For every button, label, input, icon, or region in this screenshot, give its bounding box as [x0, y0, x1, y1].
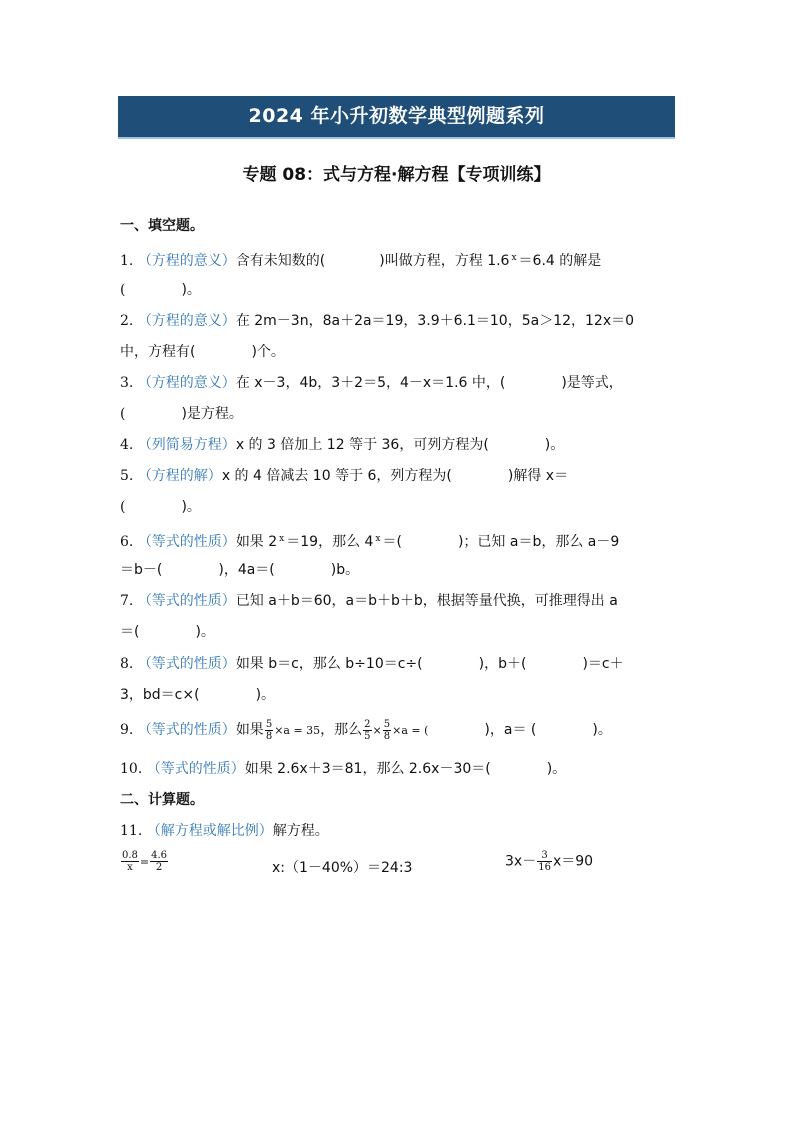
topic-tag: （方程的意义） — [137, 253, 236, 269]
topic-tag: （方程的意义） — [137, 375, 236, 391]
q-text: )＝c＋ — [582, 656, 624, 672]
question-5-cont — [120, 497, 680, 517]
q-text: )是等式， — [561, 375, 623, 391]
question-5 — [120, 466, 680, 486]
q-text: 解方程。 — [272, 823, 329, 839]
answer-blank-close: )。 — [181, 282, 201, 298]
q-text: 3x－ — [505, 853, 537, 870]
question-7-cont — [120, 622, 680, 642]
topic-tag: （等式的性质） — [137, 534, 236, 550]
equation-3 — [505, 850, 593, 873]
q-text: )。 — [544, 437, 565, 453]
topic-tag: （方程的意义） — [137, 313, 236, 329]
q-text: x＝90 — [552, 853, 594, 870]
question-3 — [120, 373, 680, 393]
question-8 — [120, 654, 680, 674]
q-text: 在 2m－3n，8a＋2a＝19，3.9＋6.1＝10，5a＞12，12x＝0 — [235, 313, 635, 329]
question-2 — [120, 311, 680, 331]
variable-x: x — [511, 253, 517, 263]
q-number: 8. — [120, 656, 134, 672]
section-heading-fill-blank: 一、填空题。 — [120, 218, 204, 234]
q-text: 如果 2.6x＋3＝81，那么 2.6x－30＝( — [244, 761, 491, 777]
variable-x: x — [279, 534, 285, 544]
equals-sign: = — [139, 855, 150, 869]
question-10 — [120, 759, 680, 779]
question-11 — [120, 821, 680, 841]
q-text: 中，方程有( — [120, 344, 196, 360]
fraction-4.6-2: $\frac{4.6}{2}$ — [151, 850, 168, 873]
q-number: 5. — [120, 468, 134, 484]
q-text: ＝( — [120, 624, 140, 640]
q-text: )，b＋( — [478, 656, 527, 672]
question-6-cont — [120, 560, 680, 580]
q-text: )，4a＝( — [218, 562, 275, 578]
equation-2: x:（1－40%）＝24:3 — [272, 860, 413, 876]
question-2-cont — [120, 342, 680, 362]
q-number: 2. — [120, 313, 134, 329]
question-3-cont — [120, 404, 680, 424]
q-text: )叫做方程，方程 1.6 — [379, 253, 510, 269]
q-number: 4. — [120, 437, 134, 453]
topic-tag: （等式的性质） — [137, 656, 236, 672]
q-text: 已知 a＋b＝60，a＝b＋b＋b，根据等量代换，可推理得出 a — [235, 593, 618, 609]
q-text: ＝6.4 的解是 — [518, 253, 602, 269]
q-text: x 的 3 倍加上 12 等于 36，可列方程为( — [235, 437, 489, 453]
fraction-3-16: $\frac{3}{16}$ — [538, 850, 551, 873]
question-4 — [120, 435, 680, 455]
q-text: 如果 — [235, 722, 264, 738]
q-number: 3. — [120, 375, 134, 391]
times-sign: × — [372, 724, 382, 737]
fraction-0.8-x: $\frac{0.8}{x}$ — [122, 850, 138, 873]
q-number: 6. — [120, 534, 134, 550]
answer-blank-close: )。 — [181, 499, 201, 515]
q-text: )是方程。 — [181, 406, 243, 422]
q-number: 11. — [120, 823, 143, 839]
q-text: 如果 2 — [235, 534, 278, 550]
q-text: ×a = 35 — [274, 724, 321, 737]
topic-tag: （解方程或解比例） — [146, 823, 273, 839]
fraction-2-5: $\frac{2}{5}$ — [364, 718, 371, 742]
answer-blank-open: ( — [120, 282, 126, 298]
q-number: 7. — [120, 593, 134, 609]
answer-blank-open: ( — [120, 499, 126, 515]
answer-blank-close: )。 — [592, 722, 612, 738]
q-number: 10. — [120, 761, 143, 777]
page-title: 专题 08：式与方程·解方程【专项训练】 — [242, 165, 551, 185]
topic-tag: （列简易方程） — [137, 437, 236, 453]
answer-blank-open: ( — [120, 406, 126, 422]
question-6 — [120, 529, 680, 552]
q-text: 在 x－3，4b，3＋2＝5，4－x＝1.6 中，( — [235, 375, 506, 391]
q-text: 如果 b＝c，那么 b÷10＝c÷( — [235, 656, 423, 672]
series-banner: 2024 年小升初数学典型例题系列 — [118, 96, 675, 139]
section-heading-calculation: 二、计算题。 — [120, 792, 204, 808]
q-text: ＝19，那么 4 — [286, 534, 374, 550]
q-text: )，a＝ ( — [484, 722, 537, 738]
q-number: 9. — [120, 722, 134, 738]
question-1 — [120, 248, 680, 271]
question-1-cont — [120, 280, 680, 300]
q-text: ＝( — [382, 534, 402, 550]
topic-tag: （方程的解） — [137, 468, 222, 484]
fraction-5-8: $\frac{5}{8}$ — [265, 718, 273, 742]
q-number: 1. — [120, 253, 134, 269]
question-7 — [120, 591, 680, 611]
q-text: x 的 4 倍减去 10 等于 6，列方程为( — [221, 468, 452, 484]
q-text: 含有未知数的( — [235, 253, 326, 269]
q-text: ×a = ( — [392, 724, 429, 737]
q-text: )；已知 a＝b，那么 a－9 — [457, 534, 620, 550]
question-9 — [120, 716, 680, 745]
variable-x: x — [375, 534, 381, 544]
q-text: )解得 x＝ — [507, 468, 569, 484]
q-text: )个。 — [251, 344, 285, 360]
fraction-5-8: $\frac{5}{8}$ — [383, 718, 391, 742]
question-8-cont — [120, 685, 680, 705]
q-text: )b。 — [330, 562, 360, 578]
q-text: ，那么 — [320, 722, 363, 738]
topic-tag: （等式的性质） — [146, 761, 245, 777]
q-text: ＝b－( — [120, 562, 163, 578]
answer-blank-close: )。 — [195, 624, 215, 640]
answer-blank-close: )。 — [255, 687, 276, 703]
q-text: 3，bd＝c×( — [120, 687, 200, 703]
answer-blank-close: )。 — [546, 761, 567, 777]
equation-1 — [120, 850, 169, 873]
topic-tag: （等式的性质） — [137, 593, 236, 609]
topic-tag: （等式的性质） — [137, 722, 236, 738]
